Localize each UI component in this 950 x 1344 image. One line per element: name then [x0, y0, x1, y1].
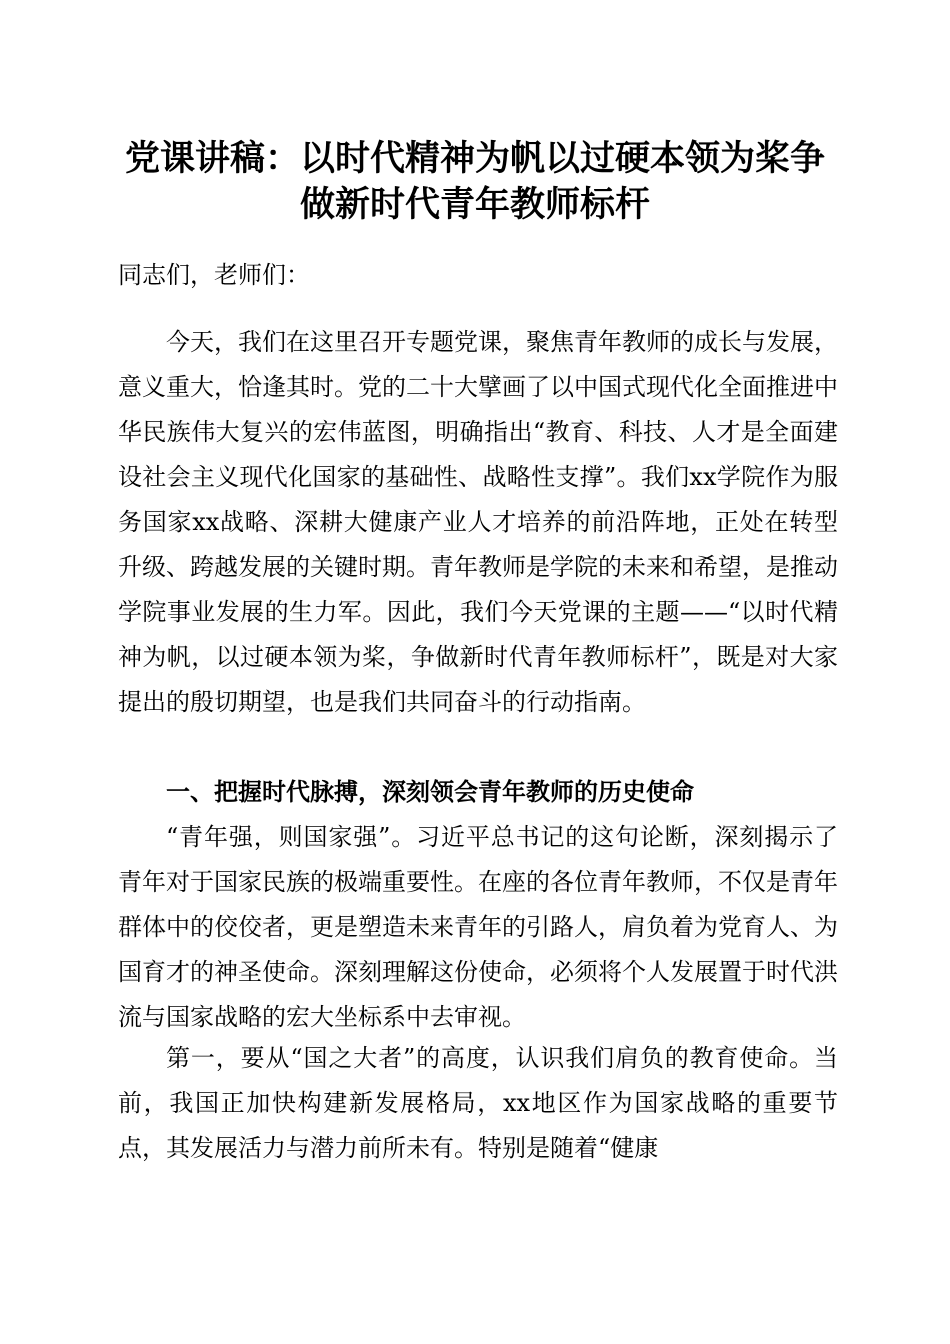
document-title-line-2: 做新时代青年教师标杆 — [299, 185, 650, 225]
paragraph-first-point: 第一，要从“国之大者”的高度，认识我们肩负的教育使命。当前，我国正加快构建新发展格局，xx地区作为国家战略的重要节点，其发展活力与潜力前所未有。特别是随着“健康 — [118, 1044, 838, 1162]
paragraph-intro: 今天，我们在这里召开专题党课，聚焦青年教师的成长与发展，意义重大，恰逢其时。党的二十大擘画了以中国式现代化全面推进中华民族伟大复兴的宏伟蓝图，明确指出“教育、科技、人才是全面建设社会主义现代化国家的基础性、战略性支撑”。我们xx学院作为服务国家xx战略、深耕大健康产业人才培养的前沿阵地，正处在转型升级、跨越发展的关键时期。青年教师是学院的未来和希望，是推动学院事业发展的生力军。因此，我们今天党课的主题——“以时代精神为帆，以过硬本领为桨，争做新时代青年教师标杆”，既是对大家提出的殷切期望，也是我们共同奋斗的行动指南。 — [118, 328, 838, 716]
document-title-line-1: 党课讲稿：以时代精神为帆以过硬本领为桨争 — [124, 139, 825, 179]
section-heading-1: 一、把握时代脉搏，深刻领会青年教师的历史使命 — [166, 778, 694, 806]
paragraph-youth-strong: “青年强，则国家强”。习近平总书记的这句论断，深刻揭示了青年对于国家民族的极端重要性。在座的各位青年教师，不仅是青年群体中的佼佼者，更是塑造未来青年的引路人，肩负着为党育人、为国育才的神圣使命。深刻理解这份使命，必须将个人发展置于时代洪流与国家战略的宏大坐标系中去审视。 — [118, 823, 838, 1031]
salutation: 同志们，老师们： — [118, 261, 310, 289]
